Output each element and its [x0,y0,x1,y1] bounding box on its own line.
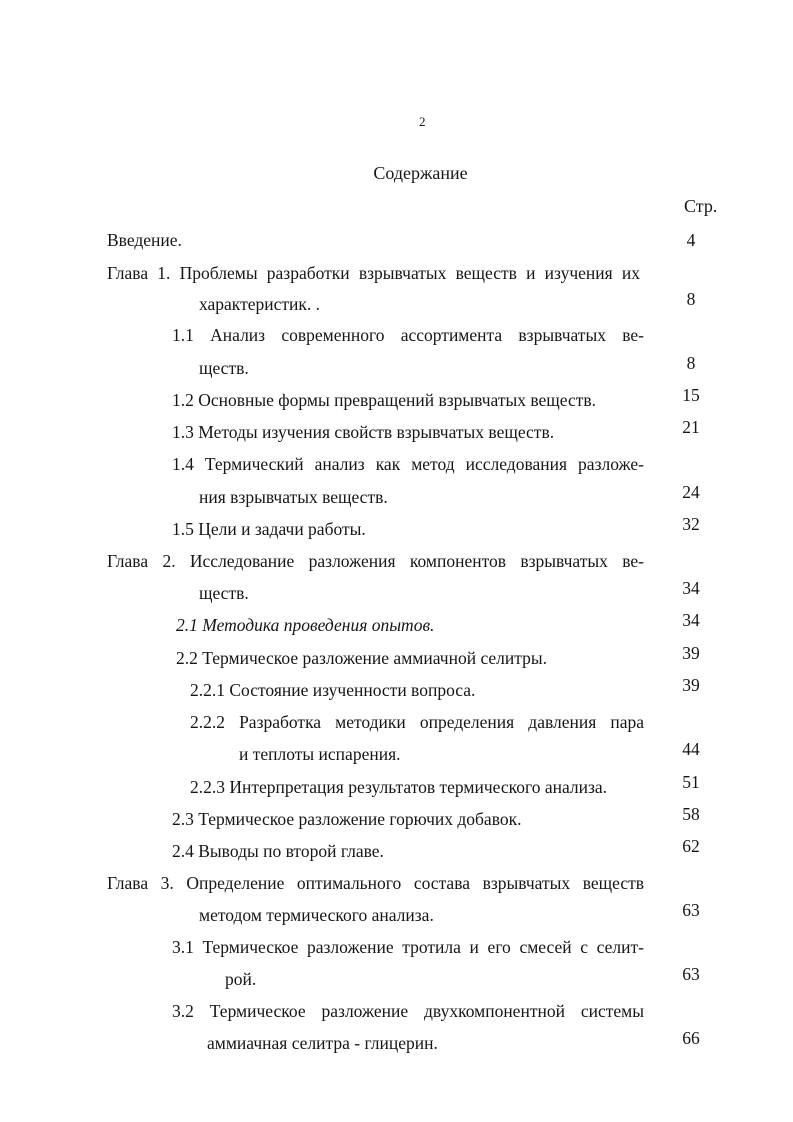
toc-section-2-4: 2.4 Выводы по второй главе. [172,841,384,861]
toc-section-1-3: 1.3 Методы изучения свойств взрывчатых веществ. [172,422,555,442]
toc-page-chapter-2: 34 [682,578,700,598]
toc-section-3-2-line-1: 3.2 Термическое разложение двухкомпонентной системы [172,1001,644,1021]
toc-chapter-3-line-2: методом термического анализа. [199,905,434,925]
toc-chapter-2-line-1: Глава 2. Исследование разложения компонентов взрывчатых ве- [107,551,644,571]
toc-chapter-2-line-2: ществ. [199,583,249,603]
toc-page-chapter-3: 63 [682,900,700,920]
toc-chapter-1-line-1: Глава 1. Проблемы разработки взрывчатых веществ и изучения их [107,263,640,283]
toc-page-section-1-5: 32 [682,514,700,534]
toc-page-introduction: 4 [686,230,696,250]
toc-page-section-1-3: 21 [682,417,700,437]
toc-page-section-2-3: 58 [682,804,700,824]
toc-page-section-1-1: 8 [686,353,696,373]
toc-section-1-5: 1.5 Цели и задачи работы. [172,519,366,539]
toc-section-2-3: 2.3 Термическое разложение горючих добавок. [172,809,522,829]
toc-page-chapter-1: 8 [686,289,696,309]
toc-section-3-1-line-1: 3.1 Термическое разложение тротила и его смесей с селит- [172,937,644,957]
toc-page-section-2-2-1: 39 [682,675,700,695]
toc-page-section-1-4: 24 [682,482,700,502]
toc-page-section-2-2-2: 44 [682,739,700,759]
toc-page-section-3-2: 66 [682,1028,700,1048]
page-number: 2 [419,114,426,129]
toc-section-1-4-line-1: 1.4 Термический анализ как метод исследования разложе- [172,454,644,474]
toc-section-1-2: 1.2 Основные формы превращений взрывчатых веществ. [172,390,597,410]
toc-section-2-2: 2.2 Термическое разложение аммиачной селитры. [176,648,548,668]
page-title: Содержание [373,163,468,183]
toc-section-1-4-line-2: ния взрывчатых веществ. [199,487,388,507]
toc-page-section-2-2: 39 [682,643,700,663]
toc-chapter-3-line-1: Глава 3. Определение оптимального состава взрывчатых веществ [107,873,644,893]
toc-section-3-1-line-2: рой. [225,969,257,989]
toc-section-2-2-2-line-1: 2.2.2 Разработка методики определения давления пара [190,712,644,732]
toc-section-2-2-1: 2.2.1 Состояние изученности вопроса. [190,680,476,700]
toc-page-section-1-2: 15 [682,385,700,405]
toc-page-section-2-2-3: 51 [682,772,700,792]
toc-section-2-1: 2.1 Методика проведения опытов. [176,615,435,635]
toc-page-section-2-4: 62 [682,836,700,856]
toc-page-section-3-1: 63 [682,964,700,984]
toc-section-1-1-line-1: 1.1 Анализ современного ассортимента взрывчатых ве- [172,325,644,345]
toc-chapter-1-line-2: характеристик. . [199,294,321,314]
toc-section-1-1-line-2: ществ. [199,358,249,378]
toc-page-section-2-1: 34 [682,610,700,630]
toc-section-2-2-3: 2.2.3 Интерпретация результатов термического анализа. [190,777,608,797]
toc-section-3-2-line-2: аммиачная селитра - глицерин. [207,1033,438,1053]
toc-section-2-2-2-line-2: и теплоты испарения. [239,744,401,764]
toc-entry-introduction: Введение. [107,230,182,250]
page-column-header: Стр. [684,196,718,216]
